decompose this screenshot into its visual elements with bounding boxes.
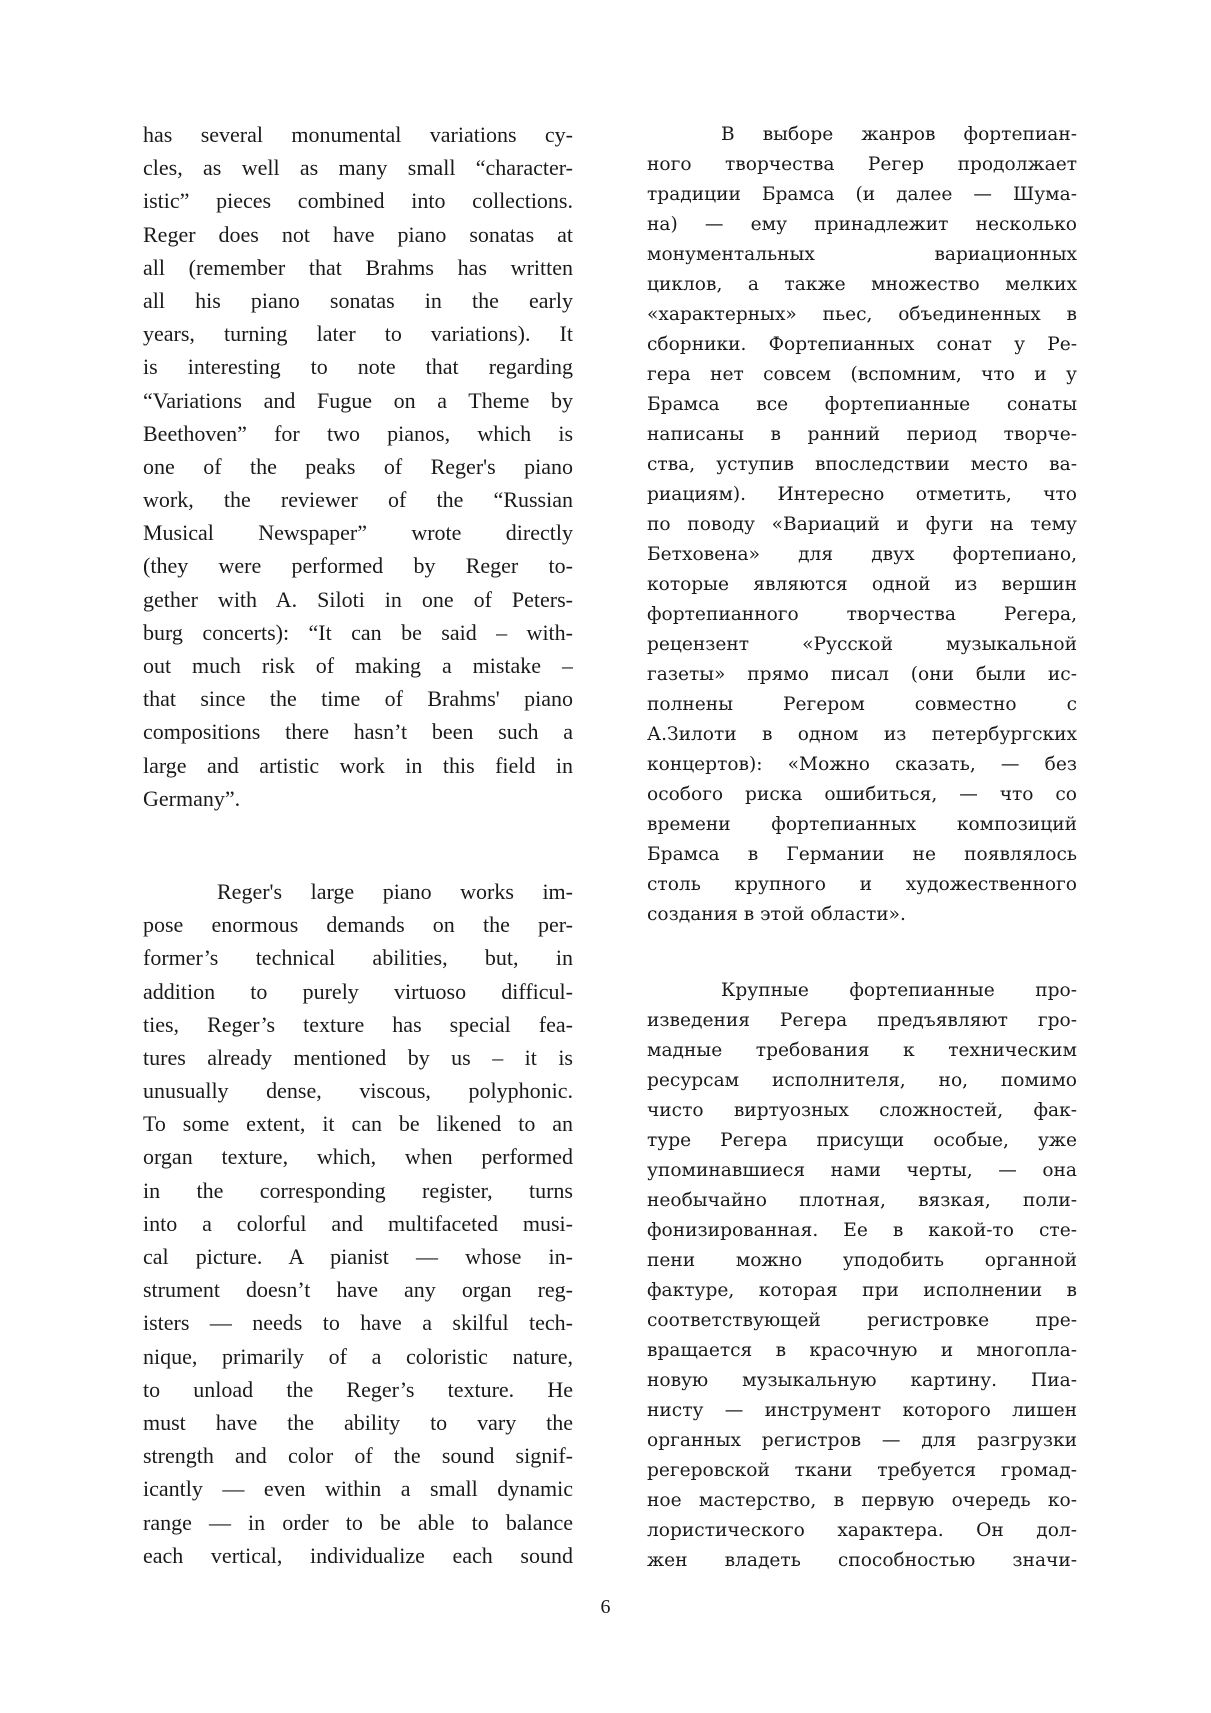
text-line: рецензент «Русской музыкальной xyxy=(647,634,1077,655)
text-line: burg concerts): “It can be said – with- xyxy=(143,619,573,645)
russian-paragraph-1 xyxy=(647,120,1077,930)
text-line: each vertical, individualize each sound xyxy=(143,1542,573,1568)
text-line: former’s technical abilities, but, in xyxy=(143,945,573,971)
text-line: one of the peaks of Reger's piano xyxy=(143,453,573,479)
text-line: ное мастерство, в первую очередь ко- xyxy=(647,1490,1077,1511)
text-line: work, the reviewer of the “Russian xyxy=(143,487,573,513)
text-line: риациям). Интересно отметить, что xyxy=(647,484,1077,505)
text-line: мадные требования к техническим xyxy=(647,1040,1077,1061)
text-line: ресурсам исполнителя, но, помимо xyxy=(647,1070,1077,1091)
text-line: To some extent, it can be likened to an xyxy=(143,1111,573,1137)
text-line: столь крупного и художественного xyxy=(647,874,1077,895)
text-line: (they were performed by Reger to- xyxy=(143,553,573,579)
text-line: А.Зилоти в одном из петербургских xyxy=(647,724,1077,745)
text-line: that since the time of Brahms' piano xyxy=(143,686,573,712)
text-line: монументальных вариационных xyxy=(647,244,1077,265)
text-line: полнены Регером совместно с xyxy=(647,694,1077,715)
text-line: особого риска ошибиться, — что со xyxy=(647,784,1077,805)
text-line: range — in order to be able to balance xyxy=(143,1509,573,1535)
text-line: циклов, а также множество мелких xyxy=(647,274,1077,295)
page-number: 6 xyxy=(600,1596,611,1618)
text-line: лористического характера. Он дол- xyxy=(647,1520,1077,1541)
text-line: Reger's large piano works im- xyxy=(217,878,573,904)
text-line: has several monumental variations cy- xyxy=(143,122,573,147)
text-line: unusually dense, viscous, polyphonic. xyxy=(143,1078,573,1104)
text-line: фактуре, которая при исполнении в xyxy=(647,1280,1077,1301)
text-line: compositions there hasn’t been such a xyxy=(143,719,573,745)
text-line: нисту — инструмент которого лишен xyxy=(647,1400,1077,1421)
text-line: новую музыкальную картину. Пиа- xyxy=(647,1370,1077,1391)
russian-paragraph-2 xyxy=(647,976,1077,1576)
text-line: газеты» прямо писал (они были ис- xyxy=(647,664,1077,685)
text-line: традиции Брамса (и далее — Шума- xyxy=(647,184,1077,205)
text-line: на) — ему принадлежит несколько xyxy=(647,214,1077,235)
text-line: сборники. Фортепианных сонат у Ре- xyxy=(647,334,1077,355)
text-line: по поводу «Вариаций и фуги на тему xyxy=(647,514,1077,535)
text-line: Крупные фортепианные про- xyxy=(721,980,1077,1001)
text-line: cles, as well as many small “character- xyxy=(143,155,573,181)
text-line: icantly — even within a small dynamic xyxy=(143,1476,573,1502)
text-line: В выборе жанров фортепиан- xyxy=(721,124,1077,145)
text-line: Бетховена» для двух фортепиано, xyxy=(647,544,1077,565)
text-line: Musical Newspaper” wrote directly xyxy=(143,520,573,546)
text-line: organ texture, which, when performed xyxy=(143,1144,573,1170)
text-line: tures already mentioned by us – it is xyxy=(143,1044,573,1070)
text-line: соответствующей регистровке пре- xyxy=(647,1310,1077,1331)
text-line: out much risk of making a mistake – xyxy=(143,653,573,678)
text-line: жен владеть способностью значи- xyxy=(647,1550,1077,1571)
text-line: Брамса все фортепианные сонаты xyxy=(647,394,1077,415)
text-line: времени фортепианных композиций xyxy=(647,814,1077,835)
english-paragraph-1 xyxy=(143,118,573,815)
russian-column xyxy=(647,120,1077,1576)
text-line: nique, primarily of a coloristic nature, xyxy=(143,1343,573,1369)
text-line: чисто виртуозных сложностей, фак- xyxy=(647,1100,1077,1121)
text-line: необычайно плотная, вязкая, поли- xyxy=(647,1190,1077,1211)
text-line: all his piano sonatas in the early xyxy=(143,287,573,313)
english-column xyxy=(143,118,573,1572)
text-line: ства, уступив впоследствии место ва- xyxy=(647,454,1077,475)
text-line: ного творчества Регер продолжает xyxy=(647,154,1077,175)
text-line: фонизированная. Ее в какой-то сте- xyxy=(647,1220,1077,1241)
text-line: to unload the Reger’s texture. He xyxy=(143,1376,573,1402)
text-line: years, turning later to variations). It xyxy=(143,321,573,347)
text-line: strument doesn’t have any organ reg- xyxy=(143,1277,573,1303)
text-line: Beethoven” for two pianos, which is xyxy=(143,420,573,446)
text-line: large and artistic work in this field in xyxy=(143,752,573,778)
text-line: in the corresponding register, turns xyxy=(143,1177,573,1203)
text-line: концертов): «Можно сказать, — без xyxy=(647,754,1077,775)
text-line: all (remember that Brahms has written xyxy=(143,254,573,280)
text-line: гера нет совсем (вспомним, что и у xyxy=(647,364,1077,385)
text-line: addition to purely virtuoso difficul- xyxy=(143,978,573,1004)
english-paragraph-2 xyxy=(143,875,573,1572)
text-line: strength and color of the sound signif- xyxy=(143,1443,573,1469)
text-line: «характерных» пьес, объединенных в xyxy=(647,304,1077,325)
text-line: создания в этой области». xyxy=(647,904,906,925)
text-line: Брамса в Германии не появлялось xyxy=(647,844,1077,865)
text-line: написаны в ранний период творче- xyxy=(647,424,1077,445)
text-line: которые являются одной из вершин xyxy=(647,574,1077,595)
text-line: Reger does not have piano sonatas at xyxy=(143,221,573,247)
text-line: “Variations and Fugue on a Theme by xyxy=(143,387,573,413)
text-line: регеровской ткани требуется громад- xyxy=(647,1460,1077,1481)
text-line: isters — needs to have a skilful tech- xyxy=(143,1310,573,1336)
text-line: туре Регера присущи особые, уже xyxy=(647,1130,1077,1151)
text-line: изведения Регера предъявляют гро- xyxy=(647,1010,1077,1031)
text-line: cal picture. A pianist — whose in- xyxy=(143,1244,573,1269)
text-line: вращается в красочную и многопла- xyxy=(647,1340,1077,1361)
text-line: istic” pieces combined into collections. xyxy=(143,188,573,214)
text-line: gether with A. Siloti in one of Peters- xyxy=(143,586,573,612)
text-line: пени можно уподобить органной xyxy=(647,1250,1077,1271)
text-line: Germany”. xyxy=(143,785,241,811)
text-line: ties, Reger’s texture has special fea- xyxy=(143,1011,573,1037)
text-line: упоминавшиеся нами черты, — она xyxy=(647,1160,1077,1181)
text-line: pose enormous demands on the per- xyxy=(143,912,573,938)
text-line: into a colorful and multifaceted musi- xyxy=(143,1210,573,1236)
text-line: is interesting to note that regarding xyxy=(143,354,573,380)
text-line: фортепианного творчества Регера, xyxy=(647,604,1077,625)
text-line: органных регистров — для разгрузки xyxy=(647,1430,1077,1451)
text-line: must have the ability to vary the xyxy=(143,1409,573,1435)
